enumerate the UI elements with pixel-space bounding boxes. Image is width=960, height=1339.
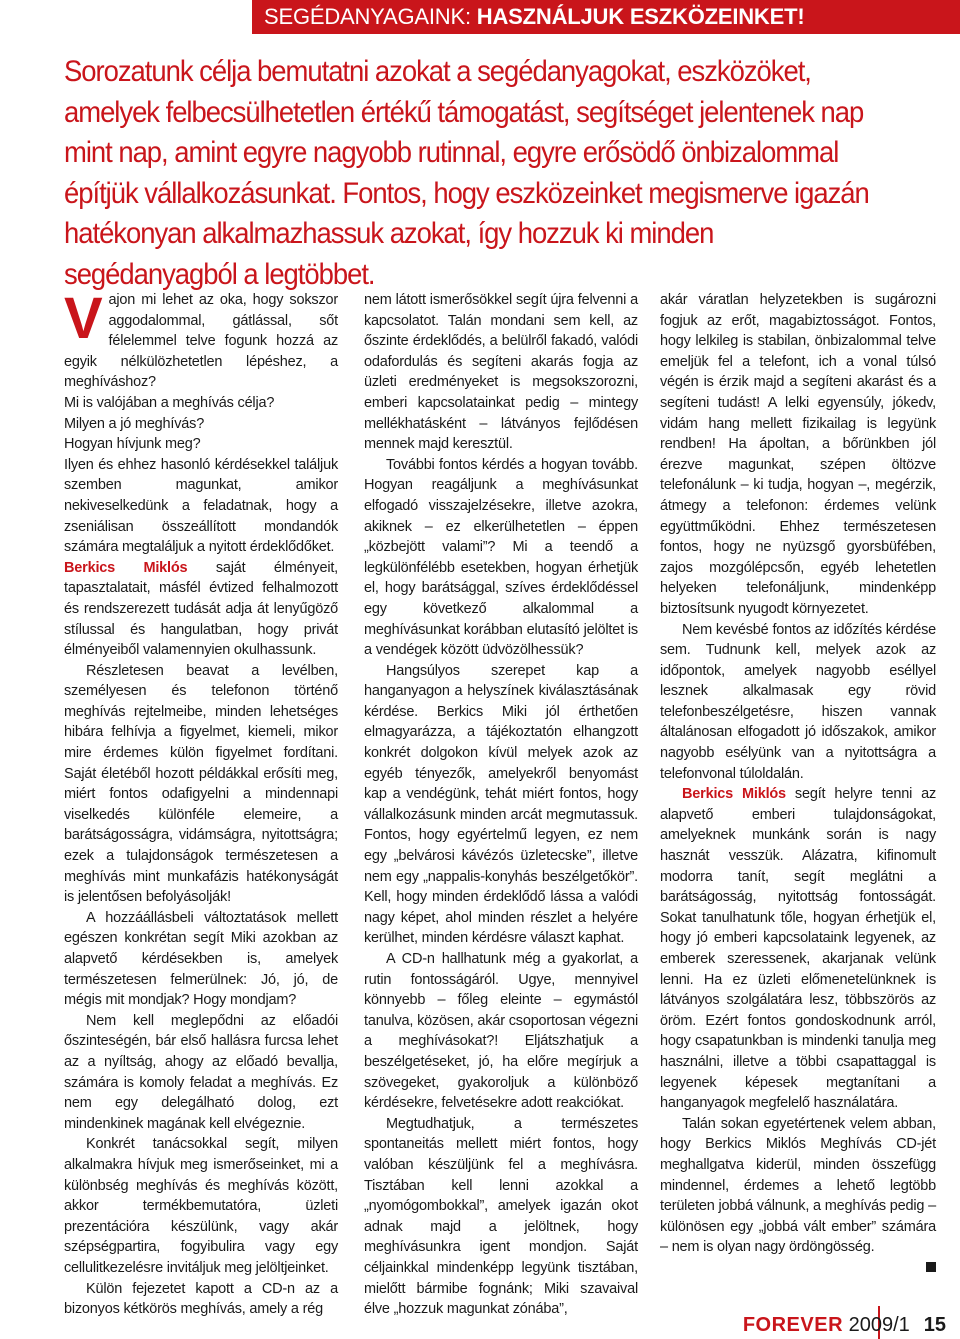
page-number: 15	[923, 1314, 946, 1336]
section-title: HASZNÁLJUK ESZKÖZEINKET!	[476, 4, 805, 29]
paragraph: Konkrét tanácsokkal segít, milyen alkalmakra hívjuk meg ismerőseinket, mi a különbség meghívás és meghívás között, akkor termékbemutatóra, üzleti prezentációra készülünk, vagy akár szépségpartira, fogyibulira vagy egy cellulitkezelésre invitáljuk meg jelöltjeinket.	[64, 1136, 338, 1276]
paragraph: Ilyen és ehhez hasonló kérdésekkel találjuk szemben magunkat, amikor nekiveselkedünk a feladatnak, hogy a zseniálisan összeállított mondandók számára megtaláljuk a nyitott érdeklődőket.	[64, 456, 338, 556]
intro-lead	[64, 52, 882, 295]
intro-text: Sorozatunk célja bemutatni azokat a segédanyagokat, eszközöket, amelyek felbecsülhetetlen értékű támogatást, segítséget jelentenek nap mint nap, amint egyre nagyobb rutinnal, egyre erősödő önbizalommal építjük vállalkozásunkat. Fontos, hogy eszközeinket megismerve igazán hatékonyan alkalmazhassuk azokat, így hozzuk ki minden segédanyagból a legtöbbet.	[64, 55, 869, 291]
paragraph: akár váratlan helyzetekben is sugározni fogjuk az erőt, magabiztosságot. Fontos, hogy lelkileg is stabilan, önbizalommal telve emeljük fel a telefont, ich a vonal túlsó végén is érzik majd a segíteni akarást és a segíteni tudást! A lelki egyensúly, jókedv, vidám hang mellett fizikailag is legyünk rendben! Ha ápoltan, a bőrünkben jól érezve magunkat, szépen öltözve telefonálunk – ki tudja, hogyan –, megérzik, átmegy a telefonon: érdemes velünk együttműködni. Ehhez természetesen fontos, hogy ne nyüzsgő gyorsbüfében, zajos mozgólépcsőn, egyéb lehetetlen helyeken telefonáljunk, mindenképp biztosítsunk nyugodt környezetet.	[660, 292, 936, 617]
paragraph-text: saját élményeit, tapasztalatait, másfél évtized felhalmozott és rendszerezett tudását adja át lenyűgöző stílussal és hangulatban, hogy privát élményeiből valamennyien okulhassunk.	[64, 559, 338, 659]
question: Milyen a jó meghívás?	[64, 415, 205, 432]
paragraph: Megtudhatjuk, a természetes spontaneitás mellett miért fontos, hogy valóban készüljünk fel a meghívásra. Tisztában kell lenni azokkal a „nyomógombokkal”, amelyek igazán okot adnak majd a jelöltnek, hogy meghívásunkra igent mondjon. Saját céljainkkal mindenképp legyünk tisztában, mielőtt bármibe fognánk; Miki szavaival élve „hozzuk magunkat zónába”,	[364, 1115, 638, 1318]
author-name: Berkics Miklós	[64, 559, 188, 576]
paragraph-text: segít helyre tenni az alapvető emberi tulajdonságokat, amelyeknek munkánk során is nagy hasznát vesszük. Alázatra, kifinomult modorra tanít, segít meglátni a barátságosság, nyitottság fontosságát. Sokat tanulhatunk tőle, hogyan érhetjük el, hogy jó emberi kapcsolataink legyenek, az emberek szeressenek, akarjanak velünk lenni. Ha ez üzleti előmenetelünknek is látványos szolgálatára lesz, többszörös az öröm. Ezért fontos gondoskodnunk arról, hogy csapatunkban is mindenki tanulja meg használni, illetve a többi csapattaggal is legyenek képesek megtanítani a hanganyagok megfelelő használatára.	[660, 786, 936, 1112]
section-label: SEGÉDANYAGAINK:	[264, 4, 477, 29]
paragraph	[660, 784, 936, 1114]
paragraph	[64, 558, 338, 661]
paragraph: További fontos kérdés a hogyan tovább. Hogyan reagáljunk a meghívásunkat elfogadó visszajelzésekre, illetve azokra, akiknek – ez elkerülhetetlen – éppen „közbejött valami”? Mi a teendő a legkülönfélébb esetekben, hogyan érhetjük el, hogy barátsággal, szíves érdeklődéssel egy következő alkalommal a meghívásunkat korábban elutasító jelöltet is a vendégek között üdvözölhessük?	[364, 456, 638, 659]
paragraph: Nem kevésbé fontos az időzítés kérdése sem. Tudnunk kell, melyek azok az időpontok, amelyek nagyobb eséllyel lesznek alkalmasak egy rövid telefonbeszélgetésre, hiszen vannak általánosan elfogadott jó időszakok, amikor nagyobb esélyünk van a nyitottságra a telefonvonal túloldalán.	[660, 621, 936, 782]
page-footer	[743, 1314, 946, 1337]
paragraph: Nem kell meglepődni az előadói őszinteségén, bár első hallásra furcsa lehet az a nyíltság, ahogy az előadó bevallja, számára is komoly feladat a meghívás. Ez nem egy delegálható dolog, ezt mindenkinek magának kell elvégeznie.	[64, 1012, 338, 1132]
paragraph: Külön fejezetet kapott a CD-n az a bizonyos kétkörös meghívás, amely a rég	[64, 1280, 338, 1318]
issue-number: 2009/1	[843, 1314, 910, 1336]
drop-cap: V	[64, 286, 103, 351]
section-header-bar	[252, 0, 960, 34]
question: Hogyan hívjunk meg?	[64, 436, 201, 453]
paragraph: nem látott ismerősökkel segít újra felvenni a kapcsolatot. Talán mondani sem kell, az őszinte érdeklődés, a belülről fakadó, valódi odafordulás és segíteni akarás fogja az üzleti eredményeket is megsokszorozni, emberi kapcsolatainkat pedig – mintegy mellékhatásként – látványos fejlődésen mennek majd keresztül.	[364, 292, 638, 453]
question: Mi is valójában a meghívás célja?	[64, 394, 275, 411]
article-column-1	[64, 286, 338, 1320]
article-column-3	[660, 290, 936, 1279]
paragraph	[660, 1114, 936, 1258]
paragraph	[64, 286, 338, 393]
end-mark-icon	[926, 1262, 936, 1272]
author-name: Berkics Miklós	[682, 786, 786, 803]
paragraph: Hangsúlyos szerepet kap a hanganyagon a helyszínek kiválasztásának kérdése. Berkics Miki jól érthetően elmagyarázza, a tájékoztatón elhangzott konkrét dolgokon kívül melyek azok az egyéb tényezők, amelyekről benyomást kap a vendégünk, tehát miért fontos, hogy vállalkozásunk minden arcát megmutassuk. Fontos, hogy egyértelmű legyen, ez nem egy „belvárosi kávézós üzletecske”, illetve nem egy „nappalis-konyhás beszélgetőkör”. Kell, hogy minden érdeklődő lássa a valódi nagy képet, ahol minden részlet a helyére kerülhet, minden kérdésre választ kaphat.	[364, 662, 638, 947]
end-of-article	[660, 1258, 936, 1279]
paragraph: A CD-n hallhatunk még a gyakorlat, a rutin fontosságáról. Ugye, mennyivel könnyebb – főleg eleinte – egymástól tanulva, közösen, akár csoportosan végezni a meghívásokat?! Eljátszhatjuk a beszélgetéseket, jó, ha előre megírjuk a szövegeket, gyakoroljuk a különböző kérdésekre, felvetésekre adott reakciókat.	[364, 951, 638, 1112]
magazine-brand: FOREVER	[742, 1314, 844, 1336]
article-column-2	[364, 290, 638, 1320]
paragraph: A hozzáállásbeli változtatások mellett egészen konkrétan segít Miki azokban az alapvető kérdésekben is, amelyek természetesen felmerülnek: Jó, jó, de mégis mit mondjak? Hogy mondjam?	[64, 909, 338, 1009]
paragraph-text: Talán sokan egyetértenek velem abban, hogy Berkics Miklós Meghívás CD-jét meghallgatva kiderül, minden összefügg mindennel, érdemes a lehető legtöbb területen jobbá válnunk, a meghívás pedig – különösen egy „jobbá vált ember” számára – nem is olyan nagy ördöngösség.	[660, 1115, 936, 1256]
paragraph-text: ajon mi lehet az oka, hogy sokszor aggodalommal, gátlással, sőt félelemmel telve fogunk hozzá az egyik nélkülözhetetlen lépéshez, a meghíváshoz?	[64, 292, 338, 391]
paragraph: Részletesen beavat a levélben, személyesen és telefonon történő meghívás rejtelmeibe, minden lehetséges hibára felhívja a figyelmet, kiemeli, mikor mire érdemes külön figyelmet fordítani. Saját életéből hozott példákkal erősíti meg, miért fontos odafigyelni a mindennapi viselkedés különféle elemeire, a barátságosságra, vidámságra, nyitottságra; ezek a tulajdonságok természetesen a meghívás mint munkafázis hatékonyságát is jelentősen befolyásolják!	[64, 662, 338, 906]
